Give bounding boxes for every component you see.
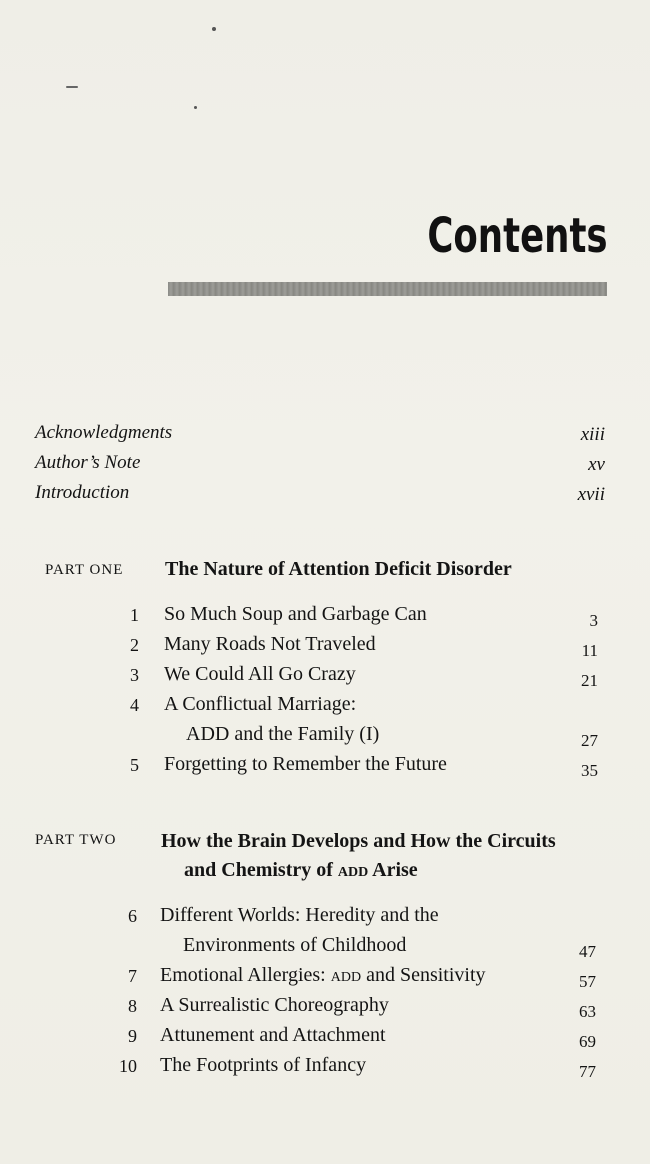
chapter-number: 10	[119, 1056, 137, 1076]
chapter-page: 27	[581, 731, 598, 750]
part-two-title-line2	[184, 859, 418, 882]
chapter-title	[160, 964, 486, 987]
chapter-number: 1	[130, 605, 139, 625]
chapter-page: 3	[589, 611, 598, 630]
part-two-title-line1: How the Brain Develops and How the Circuits	[161, 830, 556, 852]
chapter-title: Attunement and Attachment	[160, 1024, 386, 1046]
entry-page: xvii	[577, 484, 605, 505]
chapter-page: 57	[579, 972, 596, 991]
entry-title: Introduction	[35, 482, 130, 503]
title-text: Arise	[372, 859, 418, 881]
title-text: and Chemistry of	[184, 859, 333, 881]
toc-entry-authors-note[interactable]	[35, 452, 605, 478]
chapter-number: 6	[128, 906, 137, 926]
chapter-title: Forgetting to Remember the Future	[164, 753, 447, 775]
chapter-title: Many Roads Not Traveled	[164, 633, 376, 655]
chapter-page: 47	[579, 942, 596, 961]
chapter-page: 69	[579, 1032, 596, 1051]
title-text: and Sensitivity	[366, 964, 486, 986]
entry-page: xv	[588, 454, 605, 475]
acronym-add: add	[337, 859, 369, 881]
entry-page: xiii	[580, 424, 605, 445]
paper-speck	[194, 106, 197, 109]
part-one-label: PART ONE	[45, 562, 124, 578]
chapter-page: 21	[581, 671, 598, 690]
entry-title: Author’s Note	[35, 452, 141, 473]
chapter-title: The Footprints of Infancy	[160, 1054, 367, 1076]
paper-speck	[212, 27, 216, 31]
entry-title: Acknowledgments	[35, 422, 173, 443]
toc-entry-introduction[interactable]	[35, 482, 605, 508]
chapter-title: So Much Soup and Garbage Can	[164, 603, 427, 625]
chapter-number: 7	[128, 966, 137, 986]
chapter-number: 9	[128, 1026, 137, 1046]
chapter-number: 8	[128, 996, 137, 1016]
chapter-title: Different Worlds: Heredity and the	[160, 904, 439, 926]
chapter-page: 11	[581, 641, 598, 660]
toc-entry-acknowledgments[interactable]	[35, 422, 605, 448]
part-two-label: PART TWO	[35, 832, 117, 848]
title-divider	[168, 282, 607, 296]
paper-speck	[66, 86, 78, 88]
chapter-page: 63	[579, 1002, 596, 1021]
chapter-title-continued: Environments of Childhood	[183, 934, 407, 956]
chapter-page: 35	[581, 761, 598, 780]
chapter-title: A Surrealistic Choreography	[160, 994, 389, 1016]
part-one-title[interactable]: The Nature of Attention Deficit Disorder	[165, 558, 512, 580]
title-text: Emotional Allergies:	[160, 964, 326, 986]
chapter-number: 2	[130, 635, 139, 655]
chapter-title-continued: ADD and the Family (I)	[186, 723, 380, 745]
page-title: Contents	[427, 208, 608, 264]
chapter-number: 5	[130, 755, 139, 775]
chapter-title: We Could All Go Crazy	[164, 663, 356, 685]
chapter-number: 3	[130, 665, 139, 685]
acronym-add: add	[330, 964, 362, 986]
chapter-title: A Conflictual Marriage:	[164, 693, 357, 715]
chapter-number: 4	[130, 695, 139, 715]
chapter-page: 77	[579, 1062, 596, 1081]
